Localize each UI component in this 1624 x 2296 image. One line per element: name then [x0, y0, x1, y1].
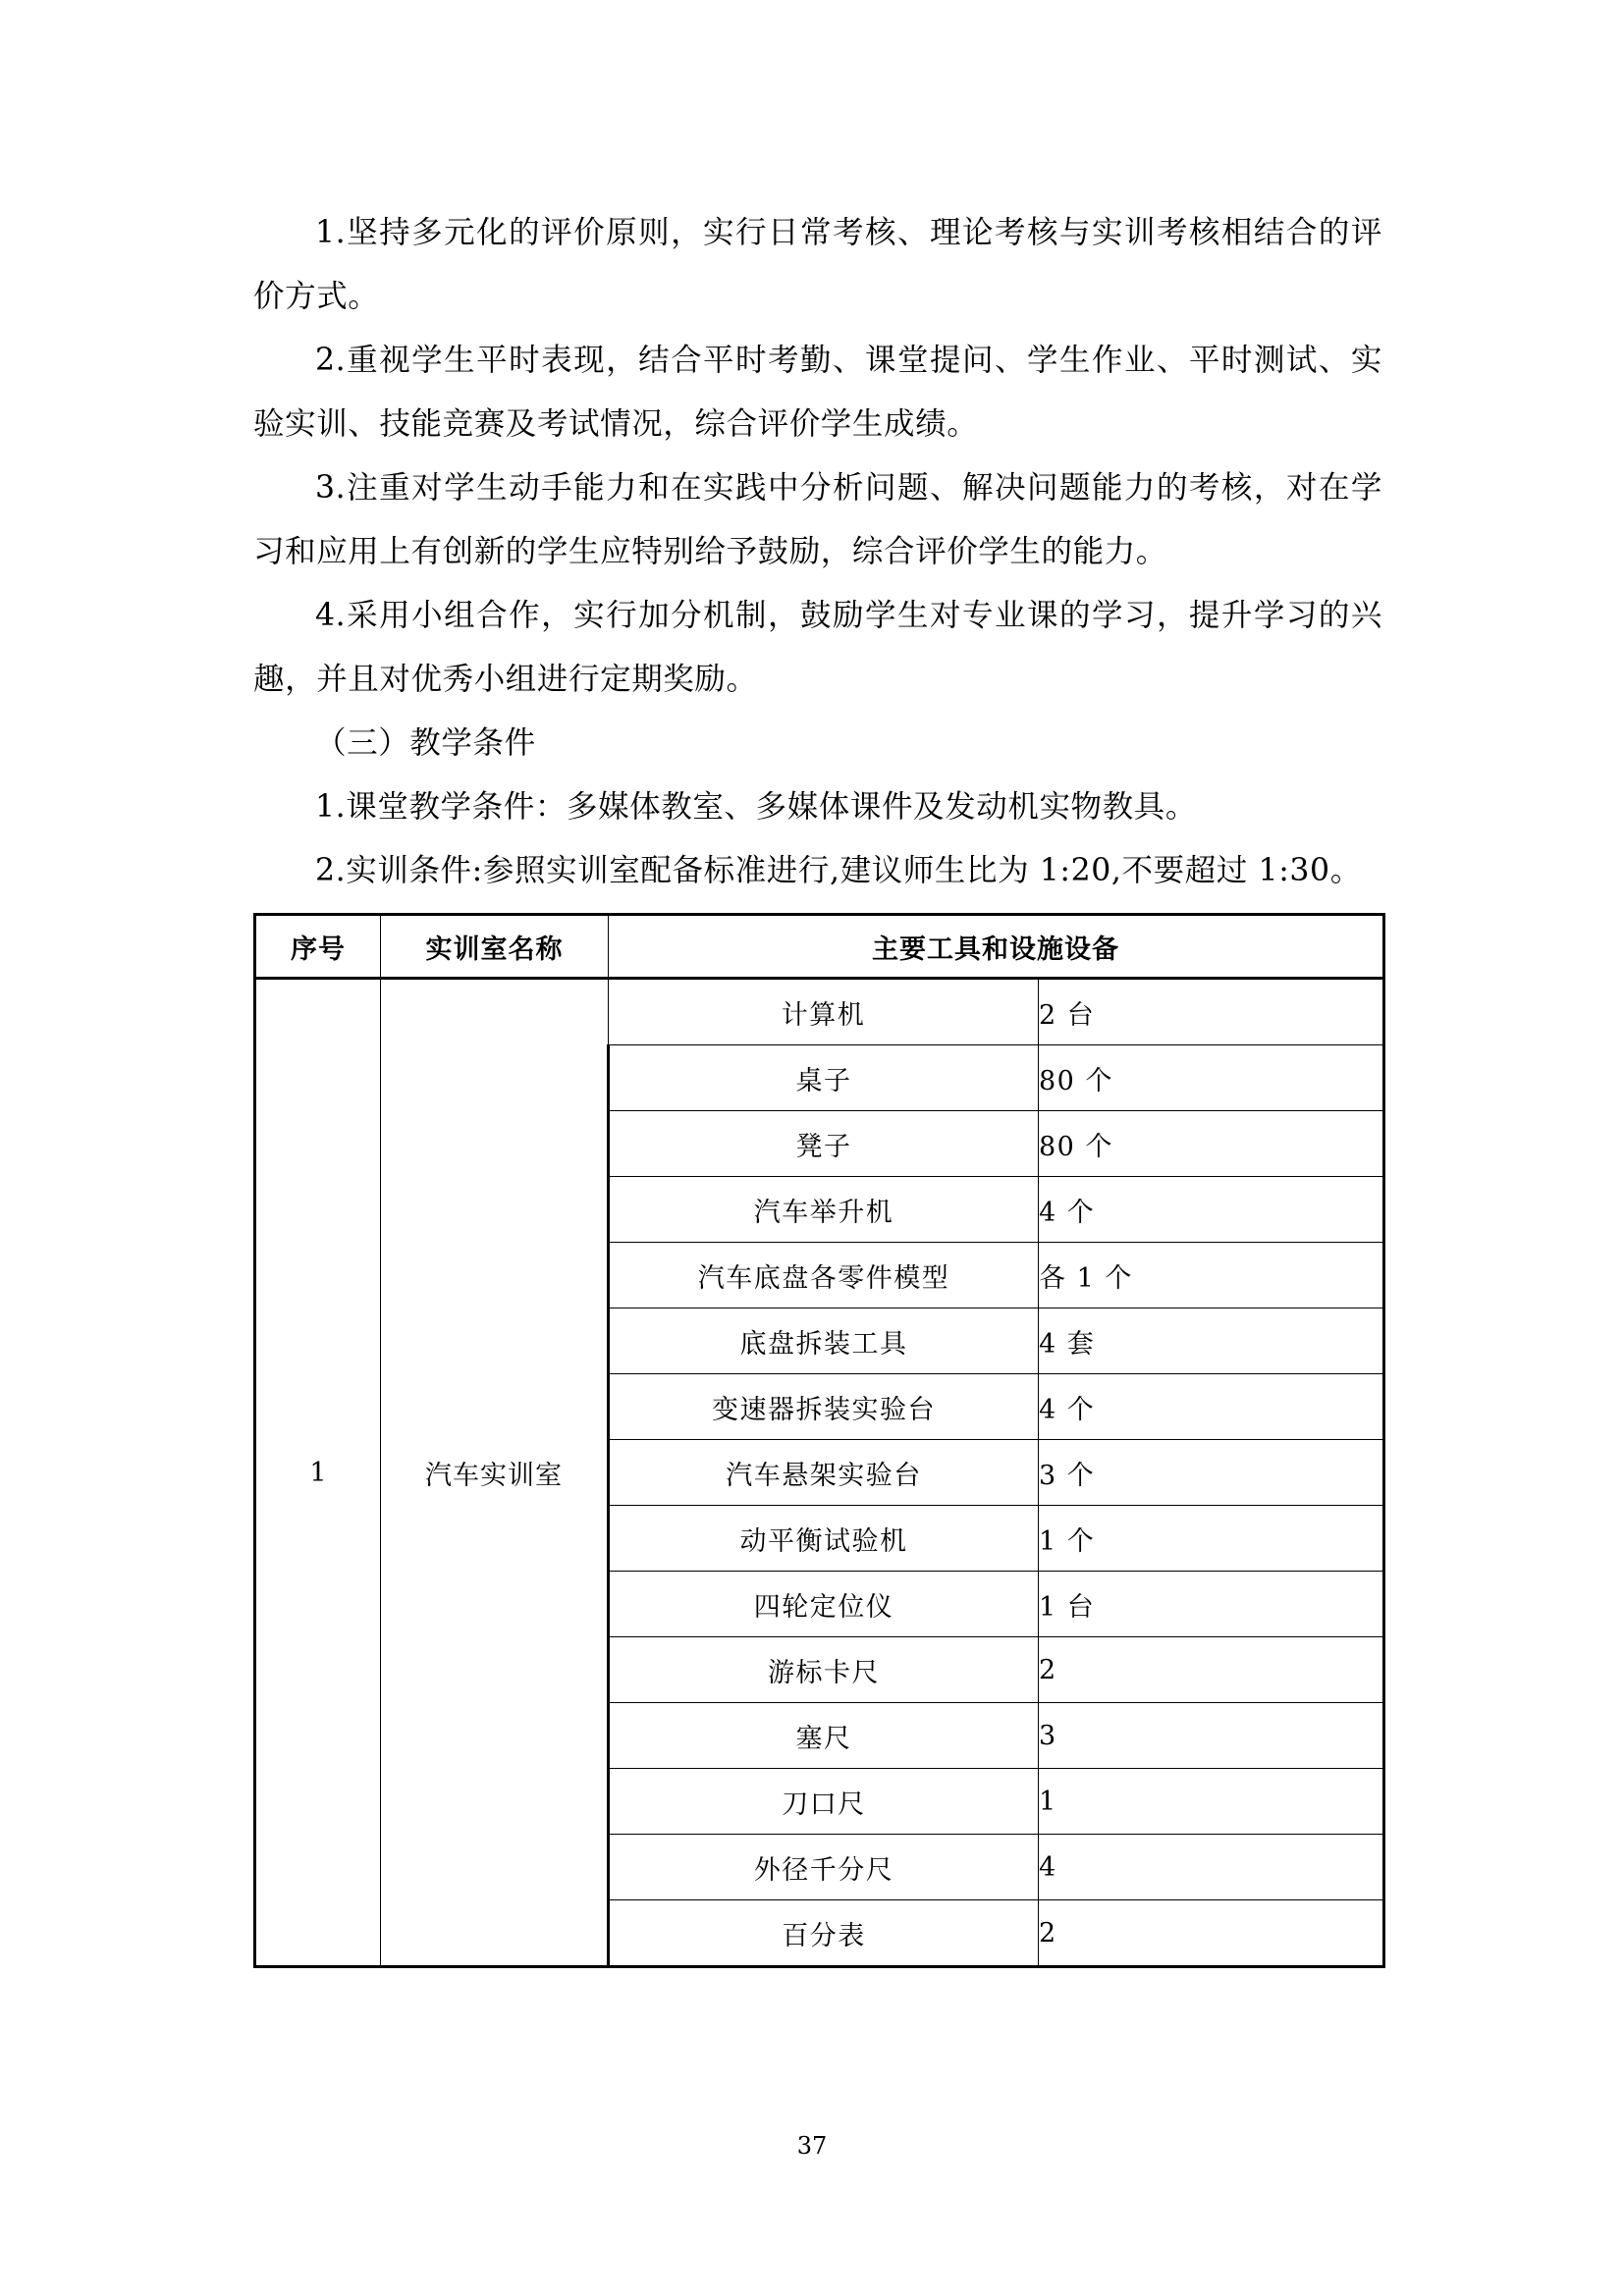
cell-equipment-quantity: 3 个 — [1039, 1440, 1384, 1506]
cell-equipment-quantity: 4 套 — [1039, 1308, 1384, 1374]
cell-equipment-quantity: 80 个 — [1039, 1111, 1384, 1177]
cell-equipment-name: 汽车悬架实验台 — [609, 1440, 1039, 1506]
paragraph-1: 1.坚持多元化的评价原则，实行日常考核、理论考核与实训考核相结合的评价方式。 — [253, 215, 1382, 314]
equipment-table-body — [255, 979, 1384, 1967]
cell-equipment-name: 底盘拆装工具 — [609, 1308, 1039, 1374]
cell-equipment-quantity: 3 — [1039, 1703, 1384, 1769]
cell-equipment-quantity: 1 — [1039, 1769, 1384, 1835]
equipment-table-head — [255, 915, 1384, 979]
cell-equipment-quantity: 2 — [1039, 1637, 1384, 1703]
cell-equipment-quantity: 各 1 个 — [1039, 1243, 1384, 1308]
paragraph-2: 2.重视学生平时表现，结合平时考勤、课堂提问、学生作业、平时测试、实验实训、技能竞赛及考试情况，综合评价学生成绩。 — [253, 343, 1382, 442]
condition-item-1: 1.课堂教学条件：多媒体教室、多媒体课件及发动机实物教具。 — [315, 789, 1197, 825]
condition-item-2: 2.实训条件:参照实训室配备标准进行,建议师生比为 1:20,不要超过 1:30。 — [315, 853, 1362, 888]
cell-equipment-quantity: 2 台 — [1039, 979, 1384, 1045]
equipment-table-wrapper — [253, 913, 1382, 1968]
cell-equipment-name: 凳子 — [609, 1111, 1039, 1177]
table-header-row — [255, 915, 1384, 979]
cell-equipment-name: 游标卡尺 — [609, 1637, 1039, 1703]
cell-equipment-quantity: 4 个 — [1039, 1177, 1384, 1243]
equipment-table — [253, 913, 1385, 1968]
cell-equipment-name: 汽车举升机 — [609, 1177, 1039, 1243]
paragraph-3: 3.注重对学生动手能力和在实践中分析问题、解决问题能力的考核，对在学习和应用上有创新的学生应特别给予鼓励，综合评价学生的能力。 — [253, 470, 1382, 569]
cell-equipment-name: 桌子 — [609, 1045, 1039, 1111]
cell-equipment-quantity: 2 — [1039, 1900, 1384, 1967]
cell-equipment-name: 动平衡试验机 — [609, 1506, 1039, 1572]
cell-equipment-name: 塞尺 — [609, 1703, 1039, 1769]
cell-equipment-name: 四轮定位仪 — [609, 1572, 1039, 1637]
cell-equipment-quantity: 1 台 — [1039, 1572, 1384, 1637]
cell-equipment-name: 汽车底盘各零件模型 — [609, 1243, 1039, 1308]
cell-equipment-name: 计算机 — [609, 979, 1039, 1045]
cell-equipment-name: 外径千分尺 — [609, 1835, 1039, 1900]
section-heading-teaching-conditions: （三）教学条件 — [315, 725, 536, 761]
cell-index: 1 — [255, 979, 381, 1967]
cell-lab-name: 汽车实训室 — [381, 979, 609, 1967]
paragraph-4: 4.采用小组合作，实行加分机制，鼓励学生对专业课的学习，提升学习的兴趣，并且对优秀小组进行定期奖励。 — [253, 598, 1382, 697]
column-header-lab-name: 实训室名称 — [381, 915, 609, 979]
cell-equipment-quantity: 1 个 — [1039, 1506, 1384, 1572]
column-header-no: 序号 — [255, 915, 381, 979]
cell-equipment-quantity: 4 — [1039, 1835, 1384, 1900]
cell-equipment-quantity: 4 个 — [1039, 1374, 1384, 1440]
page-number: 37 — [796, 2132, 828, 2160]
page-content — [253, 201, 1382, 1968]
cell-equipment-name: 变速器拆装实验台 — [609, 1374, 1039, 1440]
column-header-equipment: 主要工具和设施设备 — [609, 915, 1384, 979]
table-row — [255, 979, 1384, 1045]
cell-equipment-name: 刀口尺 — [609, 1769, 1039, 1835]
cell-equipment-quantity: 80 个 — [1039, 1045, 1384, 1111]
cell-equipment-name: 百分表 — [609, 1900, 1039, 1967]
